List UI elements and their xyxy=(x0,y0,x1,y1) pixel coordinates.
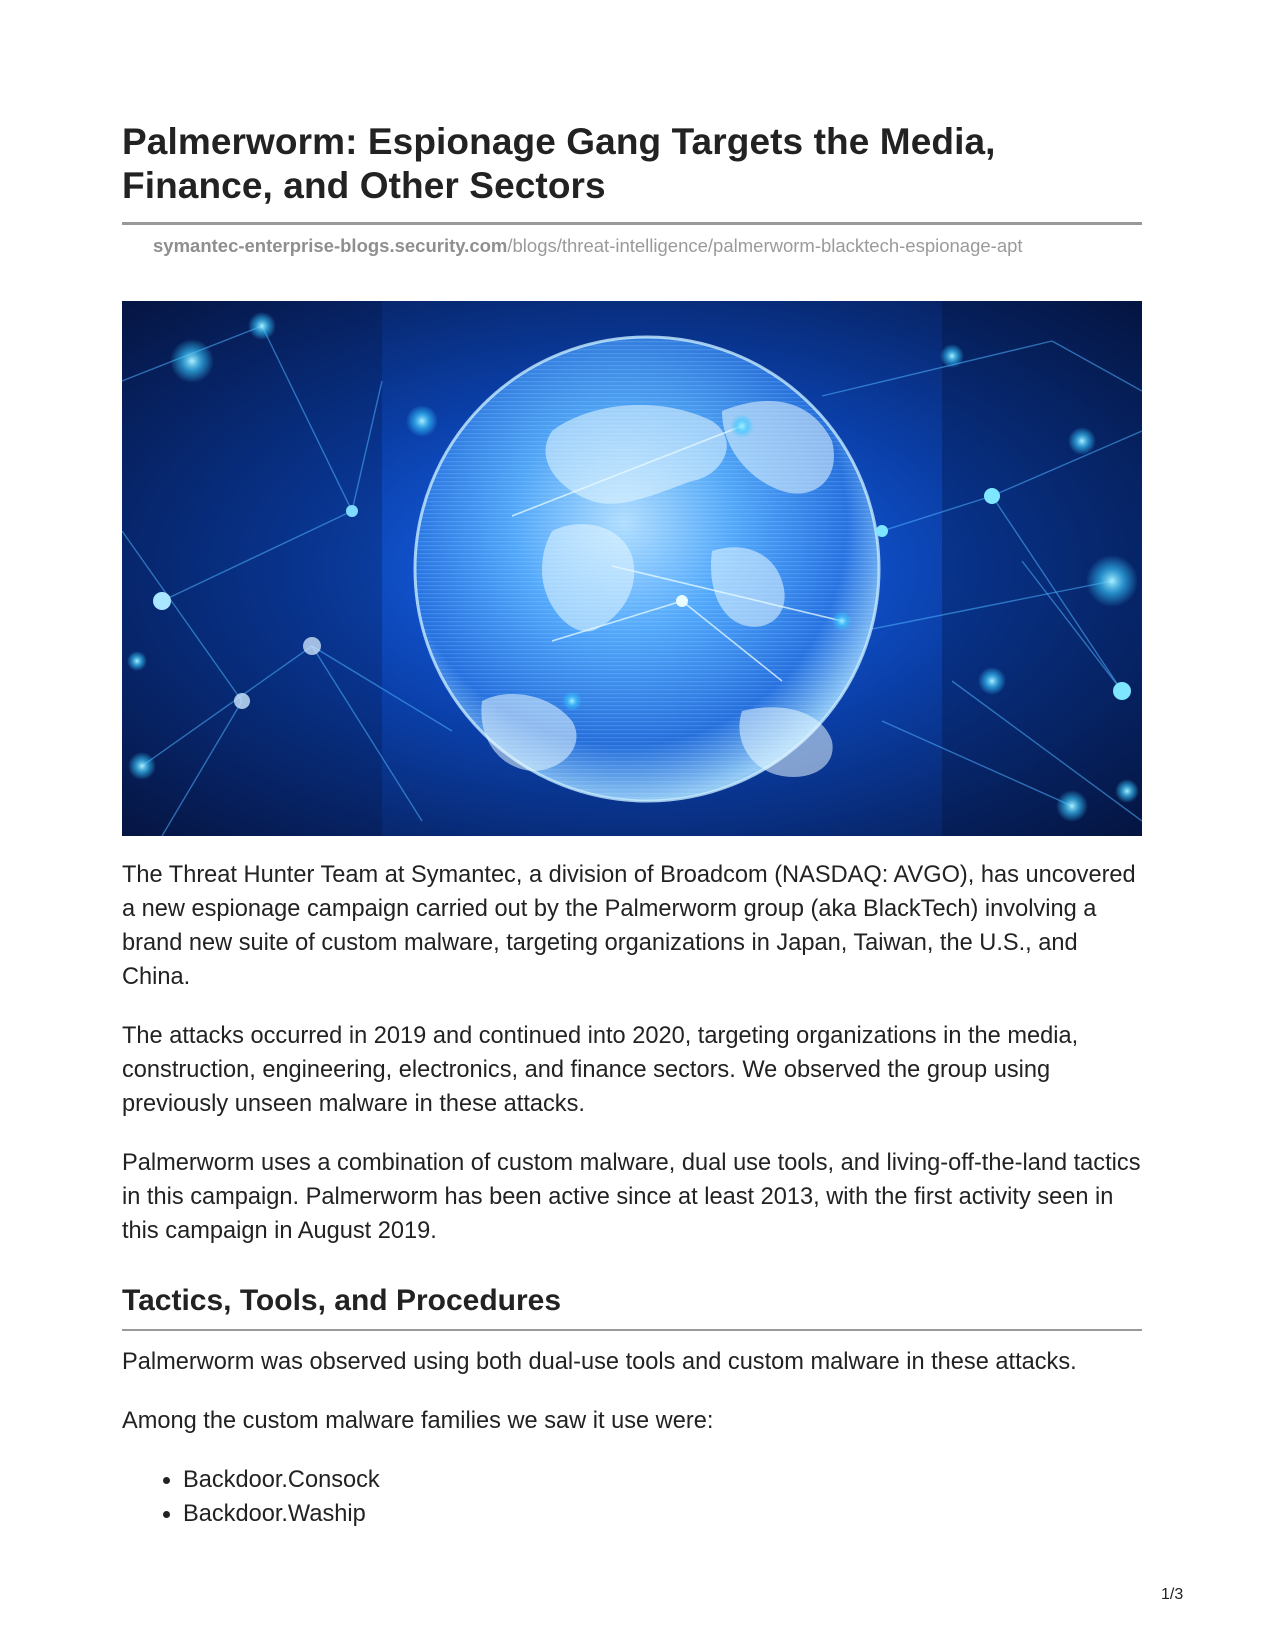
paragraph-intro: The Threat Hunter Team at Symantec, a division of Broadcom (NASDAQ: AVGO), has uncovered a new espionage campaign carried out by the Palmerworm group (aka BlackTech) involving a brand new suite of custom malware, targeting organizations in Japan, Taiwan, the U.S., and China. xyxy=(122,862,1136,990)
article-body xyxy=(122,858,1152,1531)
article-title-line-2: Finance, and Other Sectors xyxy=(122,165,606,206)
globe-network-illustration xyxy=(122,301,1142,836)
paragraph-attacks: The attacks occurred in 2019 and continued into 2020, targeting organizations in the media, construction, engineering, electronics, and finance sectors. We observed the group using previously unseen malware in these attacks. xyxy=(122,1023,1079,1117)
list-item: • Backdoor.Consock xyxy=(183,1463,1152,1497)
paragraph-malware-families: Among the custom malware families we saw it use were: xyxy=(122,1408,714,1434)
article-title-line-1: Palmerworm: Espionage Gang Targets the Media, xyxy=(122,121,996,162)
hero-image xyxy=(122,301,1142,836)
list-item: • Backdoor.Waship xyxy=(183,1497,1152,1531)
article-title xyxy=(122,120,1142,208)
section-divider xyxy=(122,1329,1142,1331)
section-heading: Tactics, Tools, and Procedures xyxy=(122,1284,562,1317)
source-domain: symantec-enterprise-blogs.security.com xyxy=(153,235,508,256)
source-path: /blogs/threat-intelligence/palmerworm-blacktech-espionage-apt xyxy=(507,235,1023,256)
source-url[interactable] xyxy=(153,235,1142,257)
page-number: 1/3 xyxy=(1161,1586,1184,1603)
paragraph-observed: Palmerworm was observed using both dual-use tools and custom malware in these attacks. xyxy=(122,1349,1077,1375)
article xyxy=(122,120,1142,1527)
malware-list xyxy=(122,1463,1152,1531)
title-divider xyxy=(122,222,1142,225)
paragraph-tactics: Palmerworm uses a combination of custom malware, dual use tools, and living-off-the-land tactics in this campaign. Palmerworm has been active since at least 2013, with the first activity seen in this campaign in August 2019. xyxy=(122,1150,1141,1244)
